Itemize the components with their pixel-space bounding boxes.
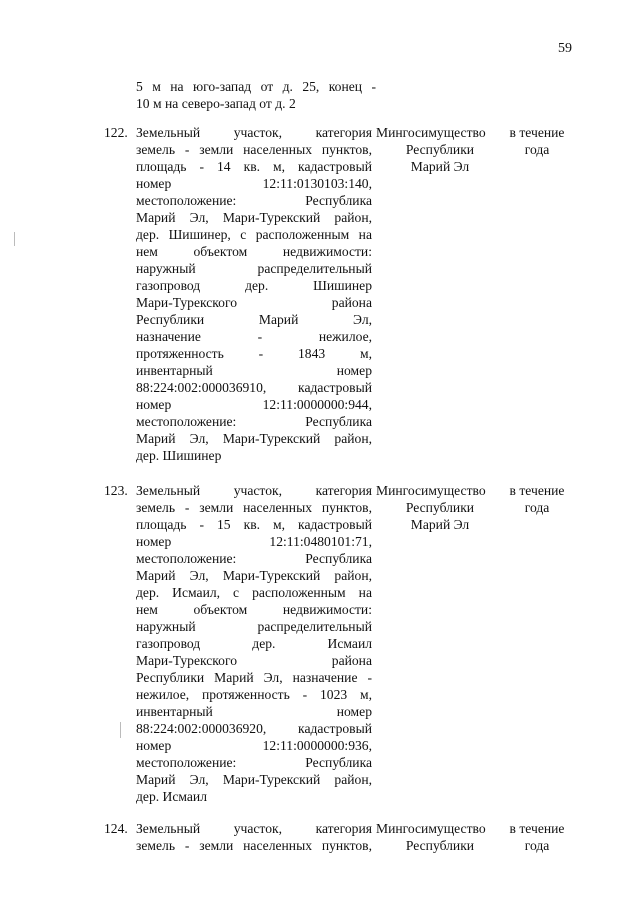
text-line: Мингосимущество	[376, 483, 486, 498]
text-line: Мари-Турекского района	[136, 295, 372, 310]
entry-description	[136, 820, 372, 854]
text-line: 10 м на северо-запад от д. 2	[136, 96, 296, 111]
text-line: в течение	[509, 483, 565, 498]
text-line: Марий Эл	[410, 159, 470, 174]
text-line: Республики Марий Эл, назначение -	[136, 670, 372, 685]
entry-number: 124.	[104, 821, 128, 836]
text-line: номер 12:11:0000000:936,	[136, 738, 372, 753]
entry-term	[504, 124, 570, 158]
text-line: дер. Шишинер, с расположенным на	[136, 227, 372, 242]
text-line: Марий Эл, Мари-Турекский район,	[136, 210, 372, 225]
text-line: дер. Шишинер	[136, 448, 222, 463]
text-line: нем объектом недвижимости:	[136, 602, 372, 617]
scan-mark	[120, 722, 121, 738]
text-line: протяженность - 1843 м,	[136, 346, 372, 361]
text-line: земель - земли населенных пунктов,	[136, 838, 372, 853]
text-line: 88:224:002:000036910, кадастровый	[136, 380, 372, 395]
entry-description	[136, 124, 372, 464]
text-line: Марий Эл, Мари-Турекский район,	[136, 568, 372, 583]
entry-number: 122.	[104, 125, 128, 140]
text-line: Мингосимущество	[376, 125, 486, 140]
text-line: Марий Эл, Мари-Турекский район,	[136, 772, 372, 787]
text-line: наружный распределительный	[136, 261, 372, 276]
text-line: Марий Эл, Мари-Турекский район,	[136, 431, 372, 446]
text-line: года	[524, 838, 550, 853]
entry-description	[136, 482, 372, 805]
entry-term	[504, 482, 570, 516]
entry-term	[504, 820, 570, 854]
text-line: Земельный участок, категория	[136, 821, 372, 836]
text-line: дер. Исмаил, с расположенным на	[136, 585, 372, 600]
text-line: площадь - 14 кв. м, кадастровый	[136, 159, 372, 174]
text-line: года	[524, 500, 550, 515]
text-line: дер. Исмаил	[136, 789, 207, 804]
text-line: наружный распределительный	[136, 619, 372, 634]
text-line: Марий Эл	[410, 517, 470, 532]
text-line: местоположение: Республика	[136, 193, 372, 208]
text-line: Мари-Турекского района	[136, 653, 372, 668]
text-line: Республики	[405, 500, 475, 515]
continuation-text	[136, 78, 376, 112]
text-line: в течение	[509, 821, 565, 836]
text-line: Республики	[405, 838, 475, 853]
text-line: местоположение: Республика	[136, 414, 372, 429]
text-line: 5 м на юго-запад от д. 25, конец -	[136, 79, 376, 94]
text-line: площадь - 15 кв. м, кадастровый	[136, 517, 372, 532]
text-line: нем объектом недвижимости:	[136, 244, 372, 259]
text-line: Земельный участок, категория	[136, 483, 372, 498]
entry-organization	[376, 124, 504, 175]
text-line: местоположение: Республика	[136, 551, 372, 566]
text-line: нежилое, протяженность - 1023 м,	[136, 687, 372, 702]
text-line: года	[524, 142, 550, 157]
text-line: инвентарный номер	[136, 363, 372, 378]
text-line: 88:224:002:000036920, кадастровый	[136, 721, 372, 736]
entry-organization	[376, 482, 504, 533]
text-line: земель - земли населенных пунктов,	[136, 142, 372, 157]
scan-mark	[14, 232, 15, 246]
text-line: местоположение: Республика	[136, 755, 372, 770]
text-line: Республики	[405, 142, 475, 157]
text-line: номер 12:11:0000000:944,	[136, 397, 372, 412]
text-line: земель - земли населенных пунктов,	[136, 500, 372, 515]
text-line: номер 12:11:0130103:140,	[136, 176, 372, 191]
text-line: инвентарный номер	[136, 704, 372, 719]
text-line: Республики Марий Эл,	[136, 312, 372, 327]
text-line: назначение - нежилое,	[136, 329, 372, 344]
page-number: 59	[558, 41, 572, 56]
entry-organization	[376, 820, 504, 854]
text-line: номер 12:11:0480101:71,	[136, 534, 372, 549]
text-line: Мингосимущество	[376, 821, 486, 836]
text-line: газопровод дер. Шишинер	[136, 278, 372, 293]
text-line: газопровод дер. Исмаил	[136, 636, 372, 651]
text-line: Земельный участок, категория	[136, 125, 372, 140]
text-line: в течение	[509, 125, 565, 140]
entry-number: 123.	[104, 483, 128, 498]
